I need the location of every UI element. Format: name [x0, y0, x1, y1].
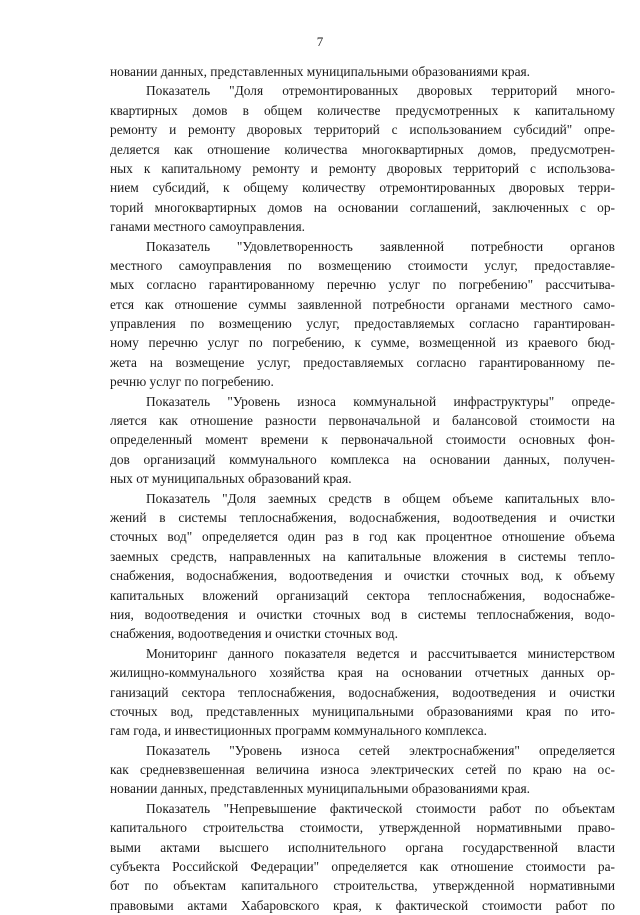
text-line: ганизаций сектора теплоснабжения, водоснабжения, водоотведения и очистки: [110, 684, 615, 700]
text-line: торий многоквартирных домов на основании соглашений, заключенных с ор-: [110, 199, 615, 215]
text-line: Показатель "Уровень износа коммунальной инфраструктуры" опреде-: [146, 393, 615, 409]
text-line: Показатель "Уровень износа сетей электроснабжения" определяется: [146, 742, 615, 758]
text-line: Показатель "Удовлетворенность заявленной потребности органов: [146, 238, 615, 254]
text-line: ному перечню услуг по погребению, к сумме, возмещенной из краевого бюд-: [110, 335, 615, 351]
text-line: Мониторинг данного показателя ведется и рассчитывается министерством: [146, 645, 615, 661]
text-line: местного самоуправления по возмещению стоимости услуг, предоставляе-: [110, 257, 615, 273]
text-line: ется как отношение суммы заявленной потребности органами местного само-: [110, 296, 615, 312]
text-line: снабжения, водоотведения и очистки сточных вод.: [110, 626, 398, 642]
text-line: заемных средств, направленных на капитальные вложения в системы тепло-: [110, 548, 615, 564]
text-line: жета на возмещение услуг, предоставляемых согласно гарантированному пе-: [110, 354, 615, 370]
text-line: ных к капитальному ремонту и ремонту дворовых территорий с использова-: [110, 160, 615, 176]
text-line: Показатель "Доля отремонтированных дворовых территорий много-: [146, 83, 615, 99]
text-line: Показатель "Непревышение фактической стоимости работ по объектам: [146, 800, 615, 816]
text-line: как средневзвешенная величина износа электрических сетей по краю на ос-: [110, 762, 615, 778]
text-line: ляется как отношение разности первоначальной и балансовой стоимости на: [110, 413, 615, 429]
text-line: новании данных, представленных муниципальными образованиями края.: [110, 781, 531, 797]
text-line: управления по возмещению услуг, предоставляемых согласно гарантирован-: [110, 316, 615, 332]
text-line: гам года, и инвестиционных программ коммунального комплекса.: [110, 723, 487, 739]
text-line: нием субсидий, к общему количеству отремонтированных дворовых терри-: [110, 180, 615, 196]
text-line: новании данных, представленных муниципальными образованиями края.: [110, 64, 531, 79]
text-line: речню услуг по погребению.: [110, 374, 274, 390]
text-line: капитальных вложений организаций сектора теплоснабжения, водоснабже-: [110, 587, 615, 603]
text-line: капитального строительства стоимости, утвержденной нормативными право-: [110, 820, 615, 836]
text-line: ния, водоотведения и очистки сточных вод в системы теплоснабжения, водо-: [110, 606, 615, 622]
text-line: бот по объектам капитального строительства, утвержденной нормативными: [110, 878, 615, 894]
text-line: дов организаций коммунального комплекса на основании данных, получен-: [110, 451, 615, 467]
text-line: жений в системы теплоснабжения, водоснабжения, водоотведения и очистки: [110, 509, 615, 525]
text-line: квартирных домов в общем количестве предусмотренных к капитальному: [110, 102, 615, 118]
document-body: [110, 62, 615, 915]
text-line: правовыми актами Хабаровского края, к фактической стоимости работ по: [110, 897, 615, 913]
text-line: субъекта Российской Федерации" определяется как отношение стоимости ра-: [110, 859, 615, 875]
text-line: деляется как отношение количества многоквартирных домов, предусмотрен-: [110, 141, 615, 157]
text-line: мых согласно гарантированному перечню услуг по погребению" рассчитыва-: [110, 277, 615, 293]
text-line: снабжения, водоснабжения, водоотведения и очистки сточных вод, к объему: [110, 568, 615, 584]
text-line: жилищно-коммунального хозяйства края на основании отчетных данных ор-: [110, 665, 615, 681]
text-line: ных от муниципальных образований края.: [110, 471, 352, 487]
text-line: ремонту и ремонту дворовых территорий с использованием субсидий" опре-: [110, 122, 615, 138]
text-line: сточных вод" определяется один раз в год как процентное отношение объема: [110, 529, 615, 545]
page-number: 7: [316, 34, 324, 49]
text-line: выми актами высшего исполнительного органа государственной власти: [110, 839, 615, 855]
text-line: ганами местного самоуправления.: [110, 219, 305, 235]
text-line: Показатель "Доля заемных средств в общем объеме капитальных вло-: [146, 490, 615, 506]
text-line: сточных вод, представленных муниципальными образованиями края по ито-: [110, 703, 615, 719]
text-line: определенный момент времени к первоначальной стоимости основных фон-: [110, 432, 615, 448]
